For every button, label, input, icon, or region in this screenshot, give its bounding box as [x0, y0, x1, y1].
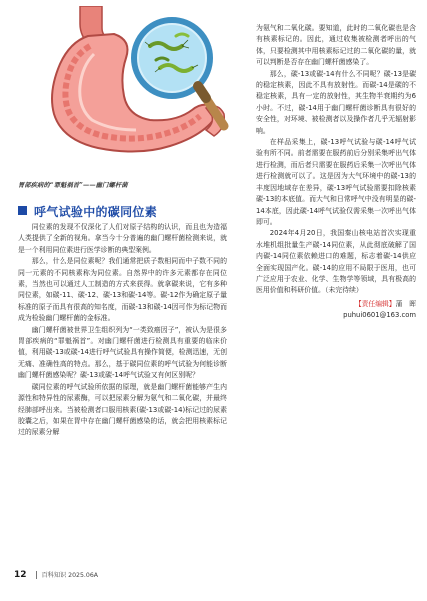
- editor-name: 蒲 晖: [395, 299, 416, 308]
- stomach-magnifier-illustration: [10, 6, 238, 171]
- page-footer: [14, 570, 98, 580]
- left-column: [18, 222, 227, 557]
- footer-divider: [36, 571, 37, 579]
- paragraph: 为氨气和二氧化碳。要知道，此时的二氧化碳也是含有核素标记的。因此，通过收集被检测者呼出的气体，只要检测其中用核素标记过的二氧化碳的量，就可以判断是否存在幽门螺杆菌感染了。: [256, 24, 416, 67]
- publication-info: 百科知识 2025.06A: [41, 572, 99, 579]
- editor-label: 【责任编辑】: [354, 299, 396, 308]
- paragraph: 2024年4月20日，我国秦山核电站首次实现重水堆机组批量生产碳-14同位素，从此彻底破解了国内碳-14同位素依赖进口的难题，标志着碳-14供应全面实现国产化。碳-14的应用不局限于医用，也可广泛应用于农业、化学、生物学等领域，具有极高的医用价值和科研价值。（未完待续）: [256, 229, 416, 295]
- paragraph: 碳同位素的呼气试验所依据的原理，就是幽门螺杆菌能够产生内源性和特异性的尿素酶，可以把尿素分解为氨气和二氧化碳，并最终经肺部呼出来。当被检测者口服用核素(碳-13或碳-14)标记过的尿素胶囊之后，如果在胃中存在幽门螺杆菌感染的话，就会把用核素标记过的尿素分解: [18, 382, 227, 437]
- editor-email: puhui0601@163.com: [343, 311, 416, 320]
- section-title: 呼气试验中的碳同位素: [34, 205, 158, 219]
- page-number: 12: [14, 570, 27, 580]
- paragraph: 那么，碳-13或碳-14有什么不同呢？碳-13是碳的稳定核素，因此不具有放射性。而碳-14是碳的不稳定核素，具有一定的放射性，其生物半衰期约为6小时。不过，碳-14用于幽门螺杆菌诊断具有很好的安全性，对环境、被检测者以及操作者几乎无辐射影响。: [256, 69, 416, 135]
- section-title-marker: [18, 206, 27, 215]
- paragraph: 幽门螺杆菌被世界卫生组织列为“一类致癌因子”，被认为是很多胃部疾病的“罪魁祸首”。对幽门螺杆菌进行检测具有重要的临床价值，利用碳-13或碳-14进行呼气试验具有操作简便，检测迅速，无创无痛、准确性高的特点。那么，基于碳同位素的呼气试验为何能诊断幽门螺杆菌感染呢？碳-13或碳-14呼气试验又有何区别呢？: [18, 325, 227, 380]
- editor-credit: [256, 299, 416, 310]
- right-column: [256, 23, 416, 550]
- paragraph: 那么，什么是同位素呢？我们通常把质子数相同而中子数不同的同一元素的不同核素称为同位素。自然界中的许多元素都存在同位素，当然也可以通过人工制造的方式来获得。就拿碳来说，它有多种同位素，如碳-11、碳-12、碳-13和碳-14等。碳-12作为确定原子量标准的原子而具有很高的知名度，而碳-13和碳-14因可作为标记物而成为检验幽门螺杆菌的金标准。: [18, 257, 227, 323]
- illustration-caption: 胃部疾病的“罪魁祸首”——幽门螺杆菌: [18, 182, 128, 189]
- paragraph: 同位素的发现不仅深化了人们对原子结构的认识，而且也为造福人类提供了全新的视角。拿当今十分普遍的幽门螺杆菌检测来说，就是一个利用同位素进行医学诊断的典型案例。: [18, 223, 227, 254]
- paragraph: 在样品采集上，碳-13呼气试验与碳-14呼气试验有所不同。前者需要在服药前后分别采集呼出气体进行检测，而后者只需要在服药后采集一次呼出气体进行检测就可以了。这是因为大气环境中的碳-13的丰度因地域存在差异，碳-13呼气试验需要扣除核素碳-13的本底值。而大气和日常呼气中没有明显的碳-14本底，因此碳-14呼气试验仅需采集一次呼出气体即可。: [256, 138, 416, 226]
